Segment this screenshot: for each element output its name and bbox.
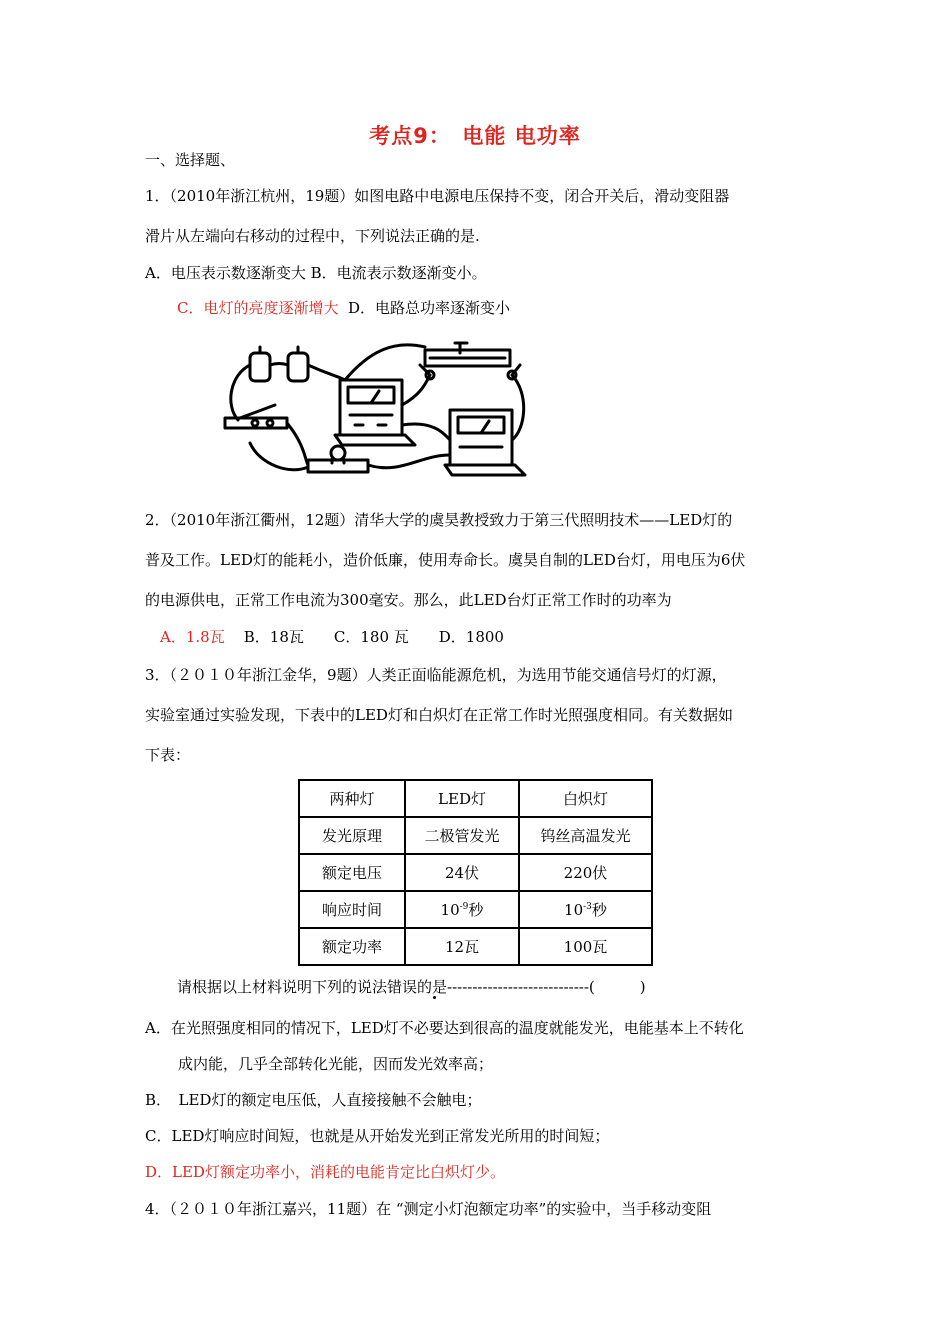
- q1-options-ab: A．电压表示数逐渐变大 B．电流表示数逐渐变小。: [145, 264, 487, 282]
- table-cell: 发光原理: [299, 817, 405, 854]
- q1-option-c-answer: [177, 298, 510, 318]
- table-cell: 两种灯: [299, 780, 405, 817]
- q2-options-bcd: B．18瓦 C．180 瓦 D．1800: [243, 628, 504, 646]
- table-cell: 12瓦: [405, 928, 519, 965]
- table-row: [299, 854, 652, 891]
- section-heading: 一、选择题、: [145, 151, 236, 169]
- q2-line-3: 的电源供电，正常工作电流为300毫安。那么，此LED台灯正常工作时的功率为: [145, 591, 672, 609]
- table-cell: 额定功率: [299, 928, 405, 965]
- response-time-led-base: 10: [440, 901, 460, 919]
- response-time-led-exp: -9: [459, 902, 469, 912]
- lamp-comparison-table: [298, 779, 653, 966]
- q3-option-c: C．LED灯响应时间短，也就是从开始发光到正常发光所用的时间短；: [145, 1127, 610, 1145]
- table-row: [299, 891, 652, 928]
- table-cell: 钨丝高温发光: [519, 817, 652, 854]
- table-row: [299, 780, 652, 817]
- q3-line-1: 3．（２０１０年浙江金华，9题）人类正面临能源危机，为选用节能交通信号灯的灯源，: [145, 666, 727, 684]
- table-cell: 24伏: [405, 854, 519, 891]
- lamp-base: [308, 460, 368, 472]
- q3-option-a-line-1: A．在光照强度相同的情况下，LED灯不必要达到很高的温度就能发光，电能基本上不转化: [145, 1019, 744, 1037]
- q3-option-a-line-2: 成内能，几乎全部转化光能，因而发光效率高；: [178, 1055, 494, 1073]
- lamp-bulb: [331, 446, 345, 460]
- response-time-led-unit: 秒: [468, 901, 484, 919]
- table-cell: 额定电压: [299, 854, 405, 891]
- table-cell: [519, 891, 652, 928]
- circuit-diagram: [220, 335, 540, 485]
- q2-line-2: 普及工作。LED灯的能耗小，造价低廉，使用寿命长。虞昊自制的LED台灯，用电压为6伏: [145, 551, 746, 569]
- q1-line-2: 滑片从左端向右移动的过程中，下列说法正确的是.: [145, 227, 480, 245]
- q4-line-1: 4．（２０１０年浙江嘉兴，11题）在 “测定小灯泡额定功率”的实验中，当手移动变阻: [145, 1200, 712, 1218]
- table-cell: 响应时间: [299, 891, 405, 928]
- battery-cell-2: [288, 353, 308, 381]
- table-cell: 220伏: [519, 854, 652, 891]
- table-cell: 二极管发光: [405, 817, 519, 854]
- table-cell: LED灯: [405, 780, 519, 817]
- q2-option-a: A．1.8瓦: [160, 628, 225, 646]
- table-cell: 100瓦: [519, 928, 652, 965]
- q1-option-d: D．电路总功率逐渐变小: [348, 299, 511, 317]
- table-row: [299, 817, 652, 854]
- page-title: 考点9： 电能 电功率: [369, 124, 581, 148]
- q3-option-d-answer: D．LED灯额定功率小，消耗的电能肯定比白炽灯少。: [145, 1163, 505, 1181]
- response-time-bulb-base: 10: [564, 901, 584, 919]
- q1-option-c: C．电灯的亮度逐渐增大: [177, 299, 339, 317]
- table-cell: [405, 891, 519, 928]
- battery-cell-1: [250, 353, 270, 381]
- table-cell: 白炽灯: [519, 780, 652, 817]
- response-time-bulb-exp: -3: [583, 902, 592, 912]
- response-time-bulb-unit: 秒: [591, 901, 607, 919]
- emphasis-dot: [433, 996, 436, 999]
- q3-prompt: 请根据以上材料说明下列的说法错误的是----------------------------( ): [177, 978, 646, 996]
- q3-line-3: 下表：: [145, 746, 191, 764]
- q2-line-1: 2．（2010年浙江衢州，12题）清华大学的虞昊教授致力于第三代照明技术——LED灯的: [145, 511, 733, 529]
- q3-option-b: B． LED灯的额定电压低，人直接接触不会触电；: [145, 1091, 482, 1109]
- table-row: [299, 928, 652, 965]
- q3-line-2: 实验室通过实验发现，下表中的LED灯和白炽灯在正常工作时光照强度相同。有关数据如: [145, 706, 733, 724]
- q2-options: [160, 627, 504, 647]
- q1-line-1: 1．（2010年浙江杭州，19题）如图电路中电源电压保持不变，闭合开关后，滑动变阻器: [145, 187, 730, 205]
